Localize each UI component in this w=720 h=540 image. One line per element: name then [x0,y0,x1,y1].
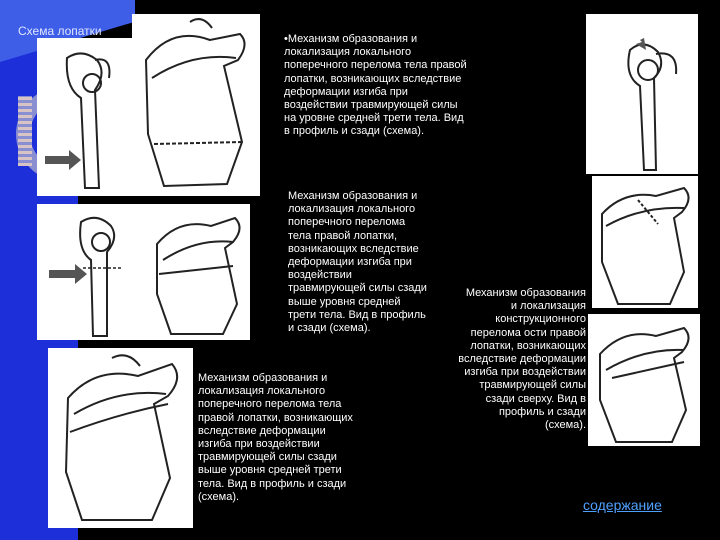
caption-line: вследствие деформации [458,353,586,366]
caption-line: деформации изгиба при [288,256,412,269]
caption-line: выше уровня средней [288,295,401,308]
caption-line: поперечного перелома тела [198,398,342,411]
caption-line: в профиль и сзади (схема). [284,125,425,138]
caption-line: возникающих вследствие [288,242,419,255]
caption-line: травмирующей силы [479,379,586,392]
caption-line: лопатки, возникающих [470,339,586,352]
caption-right [440,287,586,432]
caption-line: перелома ости правой [470,326,586,339]
caption-line: изгиба при воздействии [198,438,320,451]
caption-line: лопатки, возникающих вследствие [284,72,462,85]
caption-line: локализация локального [288,203,416,216]
caption-bottom [198,372,388,504]
figure-2-profile [37,204,145,340]
caption-line: тела. Вид в профиль и сзади [198,477,347,490]
figure-2-back [145,204,250,340]
caption-line: конструкционного [495,313,586,326]
caption-line: профиль и сзади [498,405,586,418]
contents-link[interactable]: содержание [583,497,662,513]
caption-line: деформации изгиба при [284,85,408,98]
caption-line: и сзади (схема). [288,322,371,335]
caption-line: (схема). [544,419,586,432]
decor-stripes [18,96,32,166]
caption-line: поперечного перелома [288,216,406,229]
caption-line: Механизм образования и [198,372,328,384]
caption-line: на уровне средней трети тела. Вид [284,112,464,125]
caption-line: трети тела. Вид в профиль [288,308,426,321]
caption-middle [288,190,448,335]
figure-4-profile-2 [588,314,700,446]
figure-3-back [48,348,193,528]
caption-line: травмирующей силы сзади [198,451,337,464]
figure-1-profile [37,38,132,196]
caption-line: тела правой лопатки, [288,229,398,242]
caption-line: воздействии травмирующей силы [284,99,458,112]
caption-line: локализация локального [198,385,326,398]
caption-line: (схема). [198,490,240,503]
caption-line: поперечного перелома тела правой [284,59,467,72]
caption-top [284,33,484,139]
caption-line: и локализация [510,300,586,313]
caption-line: Механизм образования [465,287,586,299]
caption-line: травмирующей силы сзади [288,282,427,295]
caption-line: •Механизм образования и [284,33,418,45]
figure-4-profile [586,14,698,174]
slide-title: Схема лопатки [18,24,102,38]
caption-line: правой лопатки, возникающих [198,411,353,424]
caption-line: сзади сверху. Вид в [485,392,586,405]
caption-line: изгиба при воздействии [464,366,586,379]
caption-line: Механизм образования и [288,190,418,202]
caption-line: вследствие деформации [198,424,326,437]
caption-line: выше уровня средней трети [198,464,342,477]
caption-line: локализация локального [284,46,412,59]
figure-4-back [592,176,698,308]
caption-line: воздействии [288,269,352,282]
figure-1-back [132,14,260,196]
